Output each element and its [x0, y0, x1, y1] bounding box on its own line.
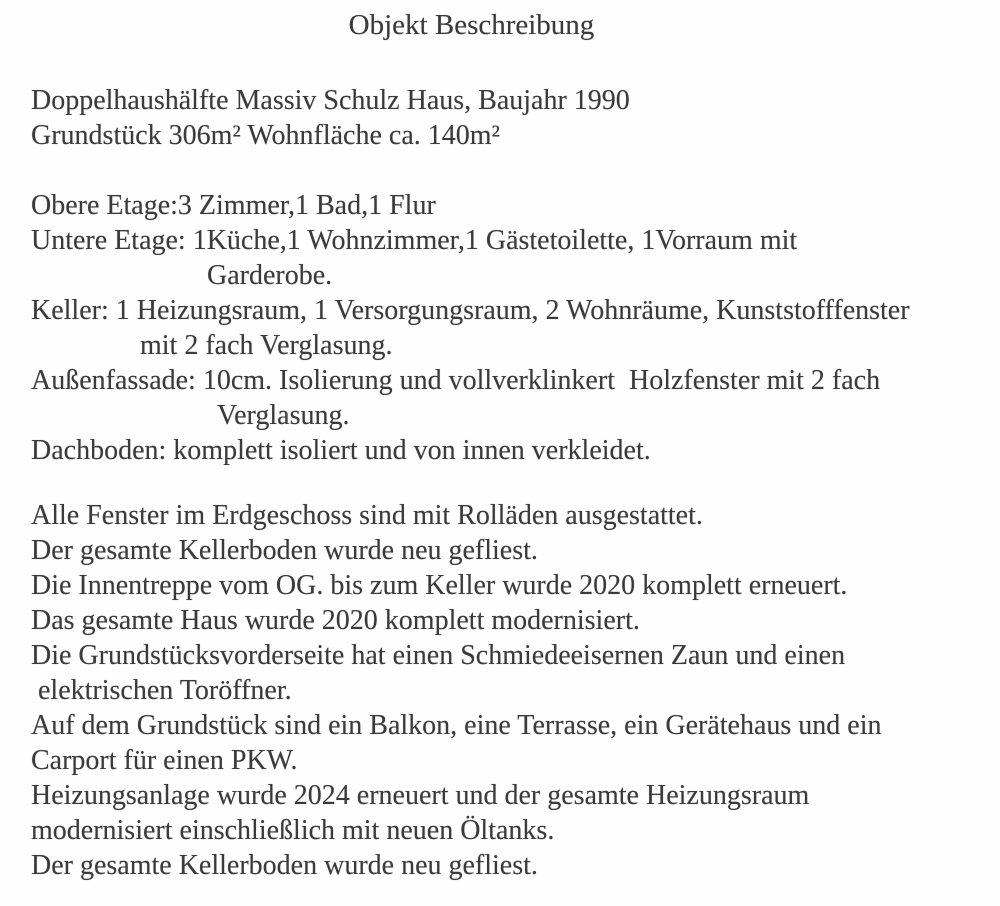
- text-line-oeltanks: modernisiert einschließlich mit neuen Öltanks.: [31, 815, 555, 846]
- text-line-house-type: Doppelhaushälfte Massiv Schulz Haus, Baujahr 1990: [31, 85, 630, 116]
- text-line-zaun: Die Grundstücksvorderseite hat einen Schmiedeeisernen Zaun und einen: [31, 640, 846, 671]
- text-line-aussenfassade: Außenfassade: 10cm. Isolierung und vollverklinkert Holzfenster mit 2 fach: [31, 365, 881, 396]
- text-line-keller: Keller: 1 Heizungsraum, 1 Versorgungsraum, 2 Wohnräume, Kunststofffenster: [31, 295, 910, 326]
- text-line-toroeffner: elektrischen Toröffner.: [31, 675, 292, 706]
- text-line-keller-cont: mit 2 fach Verglasung.: [140, 330, 393, 361]
- document-title: Objekt Beschreibung: [348, 9, 595, 41]
- text-line-fenster: Alle Fenster im Erdgeschoss sind mit Rolläden ausgestattet.: [31, 500, 703, 531]
- text-line-kellerboden-1: Der gesamte Kellerboden wurde neu gefliest.: [31, 535, 538, 566]
- text-line-kellerboden-2: Der gesamte Kellerboden wurde neu gefliest.: [31, 850, 538, 881]
- text-line-lower-floor: Untere Etage: 1Küche,1 Wohnzimmer,1 Gästetoilette, 1Vorraum mit: [31, 225, 798, 256]
- text-line-innentreppe: Die Innentreppe vom OG. bis zum Keller wurde 2020 komplett erneuert.: [31, 570, 848, 601]
- text-line-plot-size: Grundstück 306m² Wohnfläche ca. 140m²: [31, 120, 500, 151]
- text-line-garderobe: Garderobe.: [207, 260, 333, 291]
- text-line-aussenfassade-cont: Verglasung.: [217, 400, 350, 431]
- text-line-upper-floor: Obere Etage:3 Zimmer,1 Bad,1 Flur: [31, 190, 436, 221]
- text-line-modernisiert-2020: Das gesamte Haus wurde 2020 komplett modernisiert.: [31, 605, 640, 636]
- text-line-dachboden: Dachboden: komplett isoliert und von innen verkleidet.: [31, 435, 651, 466]
- text-line-grundstueck-features: Auf dem Grundstück sind ein Balkon, eine Terrasse, ein Gerätehaus und ein: [31, 710, 882, 741]
- text-line-carport: Carport für einen PKW.: [31, 745, 298, 776]
- text-line-heizungsanlage: Heizungsanlage wurde 2024 erneuert und der gesamte Heizungsraum: [31, 780, 810, 811]
